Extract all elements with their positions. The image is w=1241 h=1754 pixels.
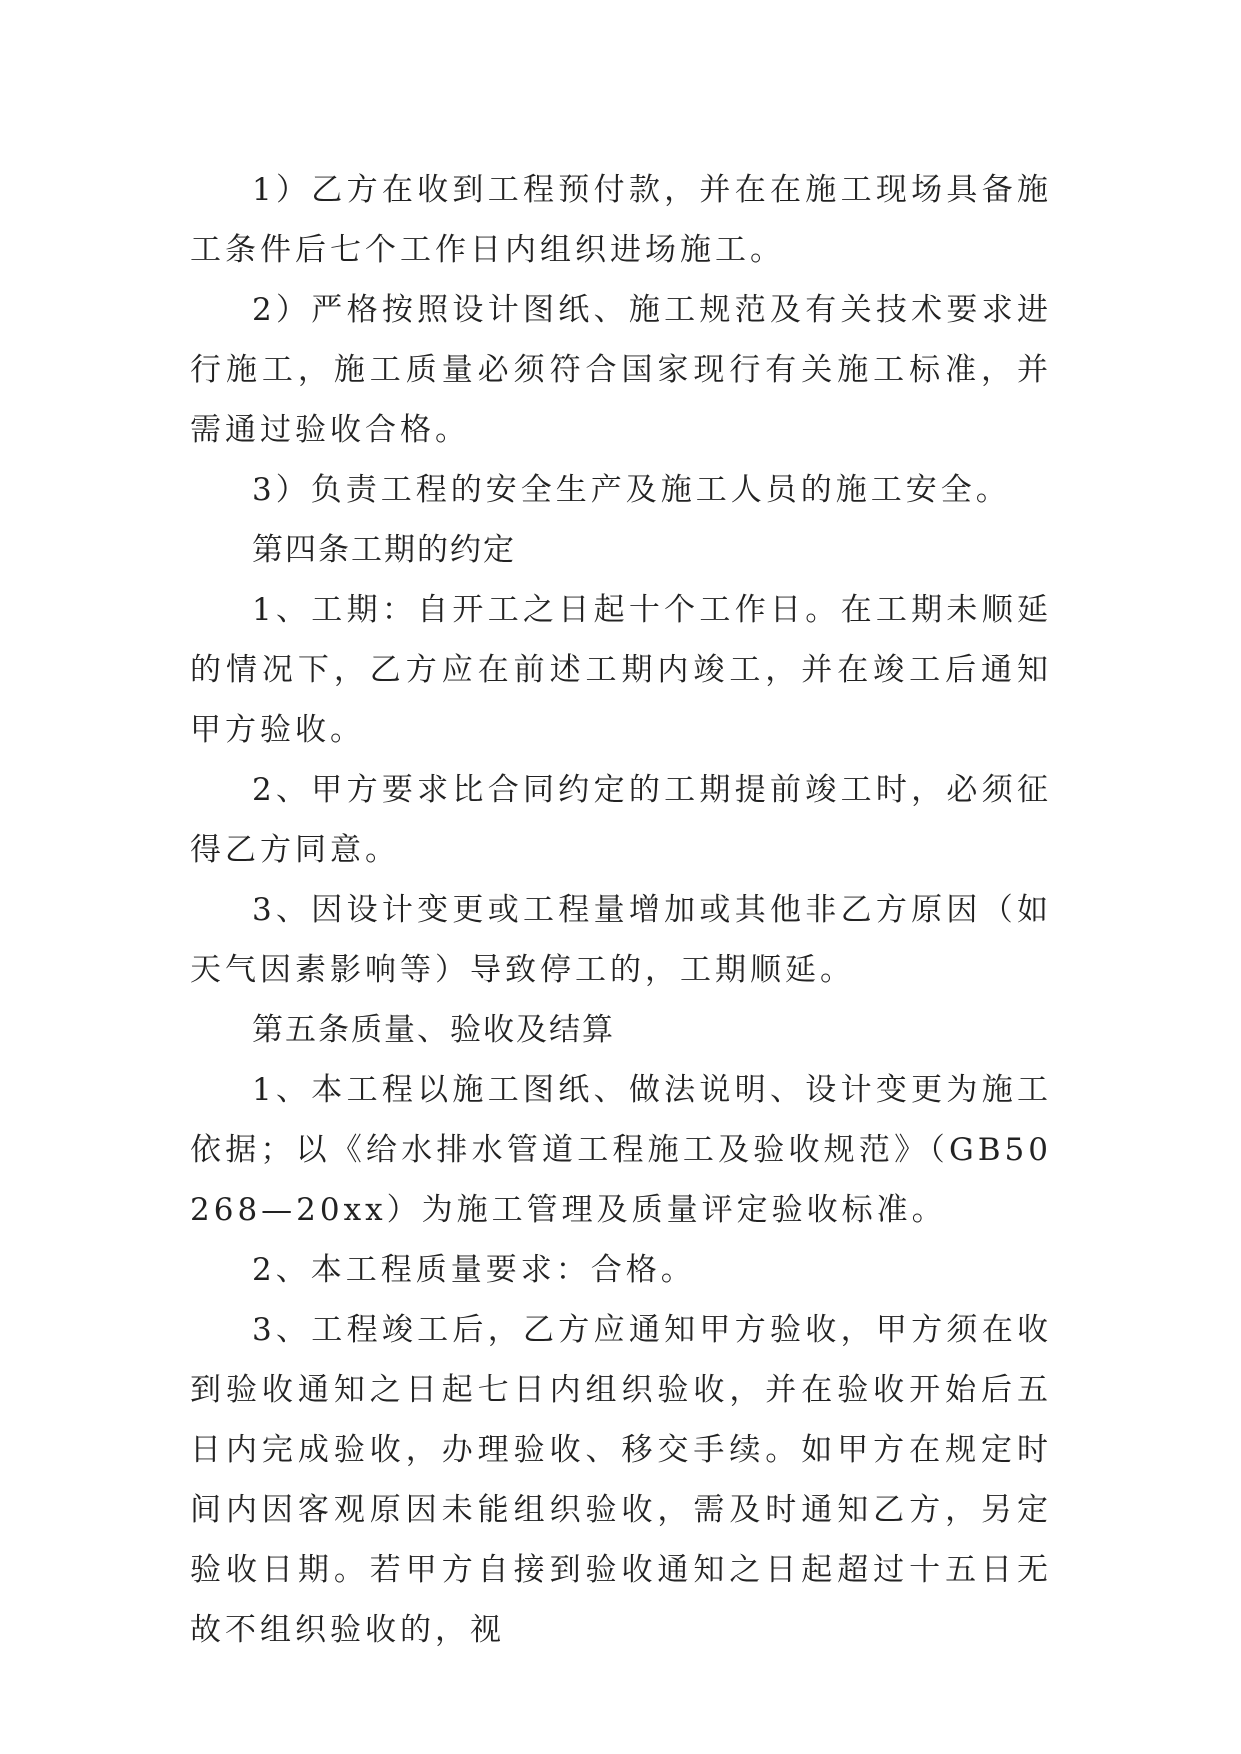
- paragraph-quality-basis: 1、本工程以施工图纸、做法说明、设计变更为施工依据；以《给水排水管道工程施工及验收规范》（GB50268—20xx）为施工管理及质量评定验收标准。: [190, 1072, 1052, 1228]
- paragraph-early-completion: 2、甲方要求比合同约定的工期提前竣工时，必须征得乙方同意。: [190, 772, 1052, 868]
- paragraph-schedule-extension: 3、因设计变更或工程量增加或其他非乙方原因（如天气因素影响等）导致停工的，工期顺延。: [190, 892, 1052, 988]
- paragraph-acceptance-procedure: 3、工程竣工后，乙方应通知甲方验收，甲方须在收到验收通知之日起七日内组织验收，并在验收开始后五日内完成验收，办理验收、移交手续。如甲方在规定时间内因客观原因未能组织验收，需及时通知乙方，另定验收日期。若甲方自接到验收通知之日起超过十五日无故不组织验收的，视: [190, 1312, 1052, 1648]
- section-heading-quality: 第五条质量、验收及结算: [252, 1012, 615, 1048]
- section-heading-schedule: 第四条工期的约定: [252, 532, 516, 568]
- paragraph-construction-standards: 2）严格按照设计图纸、施工规范及有关技术要求进行施工，施工质量必须符合国家现行有关施工标准，并需通过验收合格。: [190, 292, 1052, 448]
- paragraph-contractor-start: 1）乙方在收到工程预付款，并在在施工现场具备施工条件后七个工作日内组织进场施工。: [190, 172, 1052, 268]
- paragraph-safety: 3）负责工程的安全生产及施工人员的施工安全。: [252, 472, 1011, 508]
- paragraph-schedule-duration: 1、工期：自开工之日起十个工作日。在工期未顺延的情况下，乙方应在前述工期内竣工，并在竣工后通知甲方验收。: [190, 592, 1052, 748]
- document-body: [190, 160, 1052, 1660]
- paragraph-quality-requirement: 2、本工程质量要求：合格。: [252, 1252, 696, 1288]
